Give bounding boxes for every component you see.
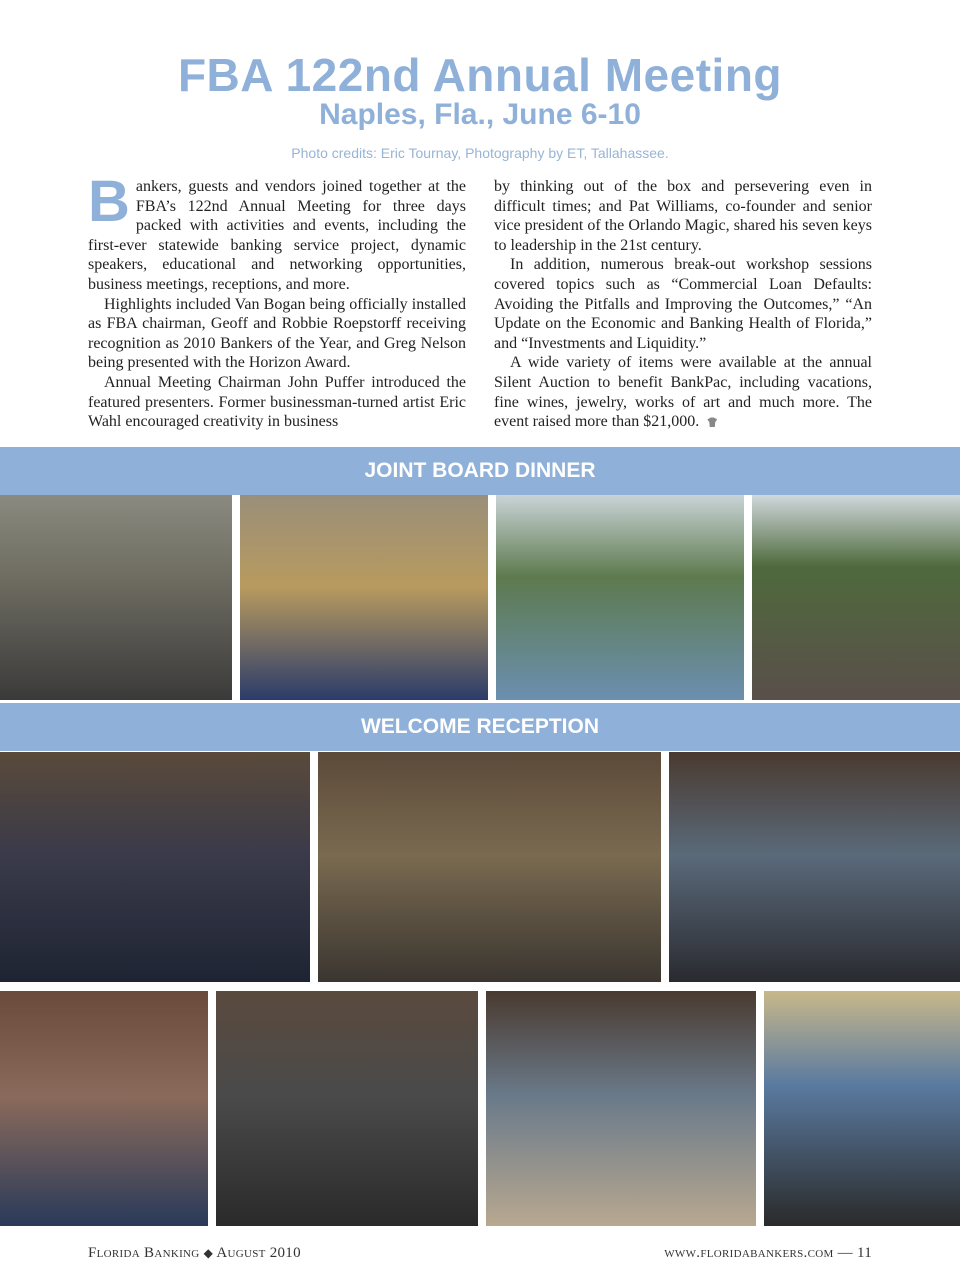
event-photo	[318, 752, 661, 982]
article-left-column	[88, 169, 466, 432]
article-paragraph: Annual Meeting Chairman John Puffer introduced the featured presenters. Former businessman-turned artist Eric Wahl encouraged creativity in business	[88, 373, 466, 431]
page-subtitle: Naples, Fla., June 6-10	[319, 98, 641, 131]
end-mark-icon	[707, 417, 717, 427]
article-paragraph: In addition, numerous break-out workshop sessions covered topics such as “Commercial Loan Defaults: Avoiding the Pitfalls and Improving the Outcomes,” “An Update on the Economic and Banking Health of Florida,” and “Investments and Liquidity.”	[494, 256, 872, 352]
drop-cap: B	[88, 169, 130, 234]
section-header-welcome-reception: WELCOME RECEPTION	[0, 703, 960, 751]
page-title: FBA 122nd Annual Meeting	[177, 49, 783, 101]
event-photo	[752, 495, 960, 700]
article-paragraph: Bankers, guests and vendors joined together at the FBA’s 122nd Annual Meeting for three days packed with activities and events, including the first-ever statewide banking service project, dynamic speakers, educational and networking opportunities, business meetings, receptions, and more.	[88, 169, 466, 293]
event-photo	[0, 495, 232, 700]
article-paragraph: Highlights included Van Bogan being officially installed as FBA chairman, Geoff and Robbie Roepstorff receiving recognition as 2010 Bankers of the Year, and Greg Nelson being presented with the Horizon Award.	[88, 295, 466, 372]
event-photo	[669, 752, 960, 982]
footer-publication: Florida Banking ◆ August 2010	[88, 1245, 301, 1261]
article-right-column	[494, 177, 872, 432]
footer-website-page: www.floridabankers.com — 11	[664, 1245, 872, 1261]
photo-credits: Photo credits: Eric Tournay, Photography by ET, Tallahassee.	[291, 145, 669, 161]
event-photo	[216, 991, 478, 1226]
diamond-icon: ◆	[203, 1246, 214, 1260]
event-photo	[496, 495, 744, 700]
event-photo	[764, 991, 960, 1226]
event-photo	[486, 991, 756, 1226]
article-paragraph: A wide variety of items were available at the annual Silent Auction to benefit BankPac, including vacations, fine wines, jewelry, works of art and much more. The event raised more than $21,000.	[494, 354, 872, 431]
event-photo	[240, 495, 488, 700]
article-paragraph: by thinking out of the box and persevering even in difficult times; and Pat Williams, co-founder and senior vice president of the Orlando Magic, shared his seven keys to leadership in the 21st century.	[494, 178, 872, 254]
event-photo	[0, 752, 310, 982]
event-photo	[0, 991, 208, 1226]
section-header-joint-board-dinner: JOINT BOARD DINNER	[0, 447, 960, 495]
